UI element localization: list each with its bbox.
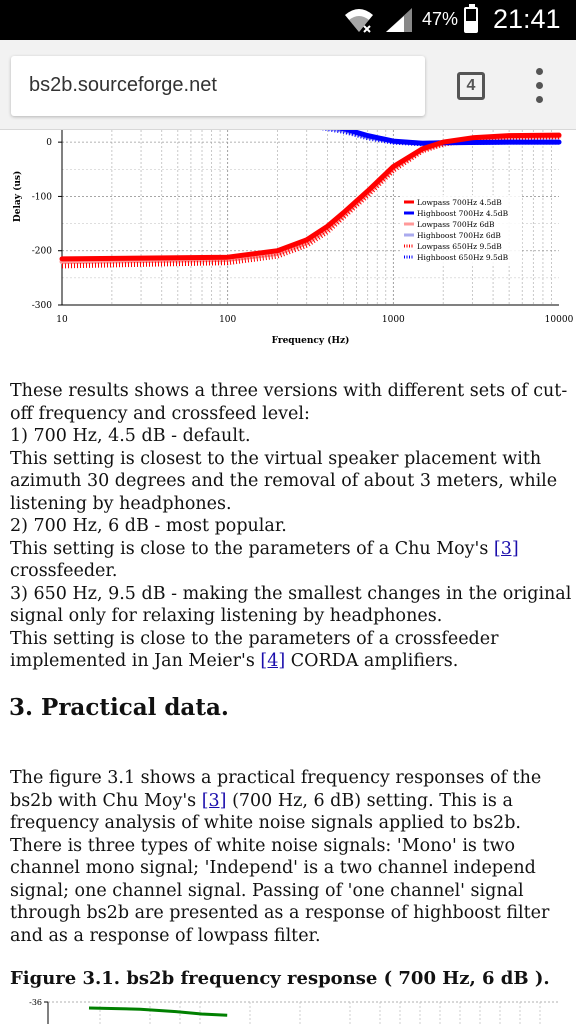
text-line: 2) 700 Hz, 6 dB - most popular. (10, 516, 287, 536)
reference-link-4[interactable]: [4] (260, 651, 286, 671)
browser-toolbar (0, 40, 576, 130)
figure-caption: Figure 3.1. bs2b frequency response ( 700 Hz, 6 dB ). (10, 968, 550, 989)
url-bar[interactable] (11, 56, 425, 116)
page-content (0, 130, 576, 1024)
text-line: 1) 700 Hz, 4.5 dB - default. (10, 426, 251, 446)
text-span: (700 Hz, 6 dB) setting. This is a (226, 790, 513, 811)
text-line: off frequency and crossfeed level: (10, 403, 310, 424)
text-line: azimuth 30 degrees and the removal of about 3 meters, while (10, 471, 558, 491)
legend-label: Highboost 650Hz 9.5dB (417, 253, 509, 262)
text-span: CORDA amplifiers. (285, 651, 459, 671)
status-bar (0, 0, 576, 40)
y-tick-label: -300 (31, 301, 52, 311)
url-text[interactable]: bs2b.sourceforge.net (29, 74, 217, 96)
section-heading: 3. Practical data. (9, 694, 229, 721)
y-tick-label: 0 (46, 138, 52, 149)
x-tick-label: 10 (56, 315, 68, 325)
text-span: This setting is close to the parameters of a Chu Moy's (10, 538, 494, 559)
y-tick-label: -36 (29, 998, 42, 1007)
battery-icon (464, 7, 478, 33)
text-line (10, 538, 570, 561)
text-line: 3) 650 Hz, 9.5 dB - making the smallest changes in the original (10, 583, 572, 604)
text-line: signal; one channel signal. Passing of 'one channel' signal (10, 880, 524, 901)
tab-switcher-button[interactable]: 4 (457, 72, 485, 100)
y-axis-label: Delay (us) (13, 170, 23, 223)
text-line: This setting is closest to the virtual speaker placement with (10, 448, 542, 469)
text-span: implemented in Jan Meier's (10, 651, 261, 671)
x-axis-label: Frequency (Hz) (271, 336, 350, 346)
text-line: signal only for relaxing listening by headphones. (10, 606, 443, 626)
legend-label: Lowpass 700Hz 6dB (417, 220, 495, 229)
reference-link-3[interactable]: [3] (493, 538, 519, 559)
legend-label: Lowpass 650Hz 9.5dB (417, 242, 502, 251)
text-line: These results shows a three versions with different sets of cut- (10, 381, 568, 401)
text-line: crossfeeder. (10, 561, 118, 581)
series-line (89, 1008, 227, 1015)
battery-percent: 47% (422, 9, 459, 29)
text-line: and as a response of lowpass filter. (10, 925, 321, 946)
x-tick-label: 1000 (381, 315, 405, 325)
text-line (10, 650, 570, 673)
text-line (10, 790, 570, 813)
text-line: through bs2b are presented as a response of highboost filter (10, 903, 550, 923)
text-line: channel mono signal; 'Independ' is a two channel independ (10, 858, 536, 878)
signal-icon (384, 6, 414, 34)
legend-label: Highboost 700Hz 4.5dB (417, 209, 509, 218)
results-paragraph (10, 380, 570, 673)
wifi-icon (344, 6, 374, 34)
text-span: bs2b with Chu Moy's (10, 790, 202, 811)
x-tick-label: 10000 (544, 315, 574, 325)
text-line: listening by headphones. (10, 493, 232, 514)
y-tick-label: -100 (31, 192, 52, 203)
legend-label: Highboost 700Hz 6dB (417, 231, 501, 240)
text-line: There is three types of white noise signals: 'Mono' is two (10, 835, 516, 856)
text-line: frequency analysis of white noise signals applied to bs2b. (10, 813, 521, 833)
text-line: This setting is close to the parameters of a crossfeeder (10, 628, 499, 649)
frequency-response-chart (0, 994, 576, 1024)
text-line: The figure 3.1 shows a practical frequency responses of the (10, 768, 542, 788)
reference-link-3[interactable]: [3] (201, 790, 227, 811)
clock: 21:41 (493, 4, 561, 34)
y-tick-label: -200 (31, 246, 52, 257)
x-tick-label: 100 (219, 315, 237, 325)
practical-paragraph (10, 767, 570, 947)
overflow-menu-icon[interactable] (530, 68, 550, 104)
delay-chart (0, 130, 576, 355)
legend-label: Lowpass 700Hz 4.5dB (417, 198, 502, 207)
